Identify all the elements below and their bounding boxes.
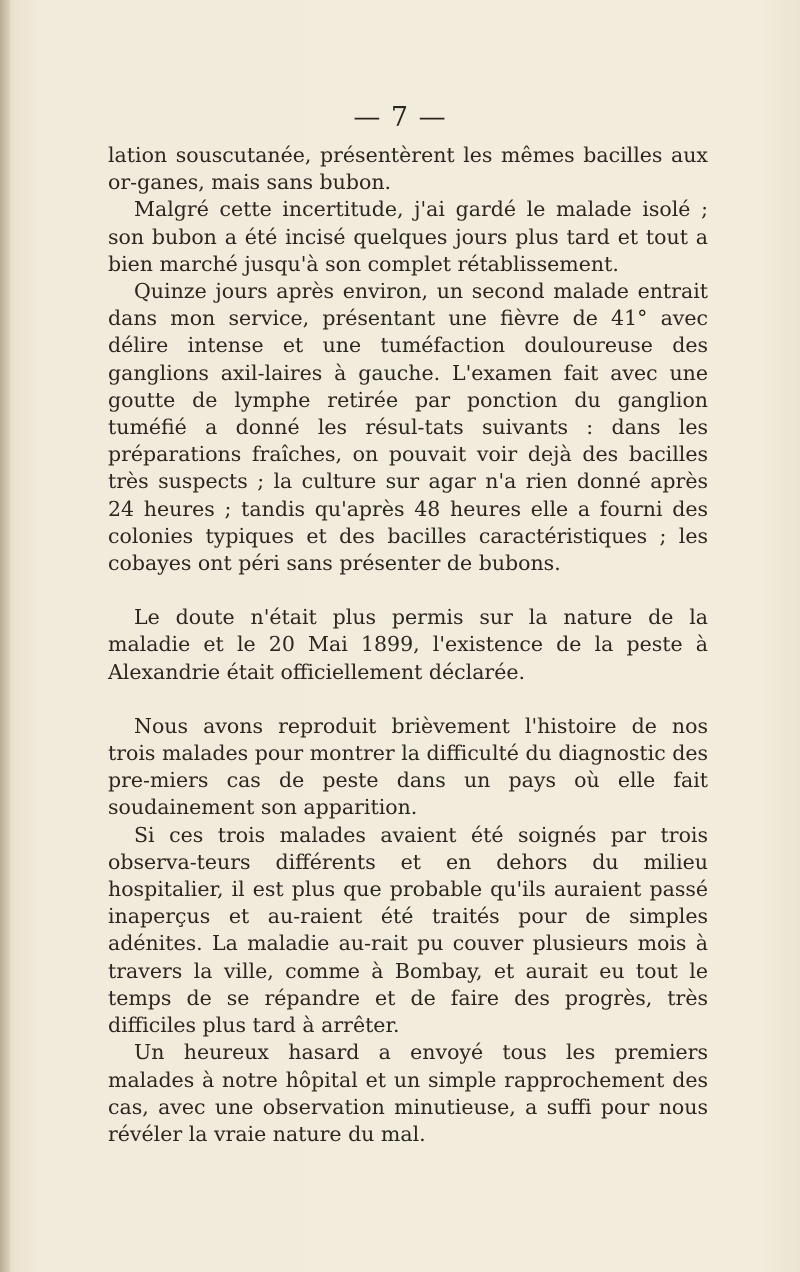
paragraph-incertitude: Malgré cette incertitude, j'ai gardé le malade isolé ; son bubon a été incisé quelques jours plus tard et tout a bien marché jusqu'à son complet rétablissement. xyxy=(108,197,708,276)
paragraph-diagnostic: Nous avons reproduit brièvement l'histoire de nos trois malades pour montrer la difficulté du diagnostic des pre-miers cas de peste dans un pays où elle fait soudainement son apparition. xyxy=(108,713,708,820)
page-binding-edge xyxy=(0,0,10,1272)
paragraph-observateurs: Si ces trois malades avaient été soignés par trois observa-teurs différents et en dehors du milieu hospitalier, il est plus que probable qu'ils auraient passé inaperçus et au-raient été traités pour de simples adénites. La maladie au-rait pu couver plusieurs mois à travers la ville, comme à Bombay, et aurait eu tout le temps de se répandre et de faire des progrès, très difficiles plus tard à arrêter. xyxy=(108,822,708,1038)
paragraph-second-malade: Quinze jours après environ, un second malade entrait dans mon service, présentant une fièvre de 41° avec délire intense et une tuméfaction douloureuse des ganglions axil-laires à gauche. L'examen fait avec une goutte de lymphe retirée par ponction du ganglion tuméfié a donné les résul-tats suivants : dans les préparations fraîches, on pouvait voir dejà des bacilles très suspects ; la culture sur agar n'a rien donné après 24 heures ; tandis qu'après 48 heures elle a fourni des colonies typiques et des bacilles caractéristiques ; les cobayes ont péri sans présenter de bubons. xyxy=(108,279,708,576)
body-text xyxy=(108,142,708,1148)
paragraph-heureux-hasard: Un heureux hasard a envoyé tous les premiers malades à notre hôpital et un simple rapprochement des cas, avec une observation minutieuse, a suffi pour nous révéler la vraie nature du mal. xyxy=(108,1040,708,1146)
paragraph-continuation: lation souscutanée, présentèrent les mêmes bacilles aux or-ganes, mais sans bubon. xyxy=(108,143,708,195)
paragraph-declaration: Le doute n'était plus permis sur la nature de la maladie et le 20 Mai 1899, l'existence de la peste à Alexandrie était officiellement déclarée. xyxy=(108,605,708,684)
page-number: — 7 — xyxy=(353,102,447,133)
